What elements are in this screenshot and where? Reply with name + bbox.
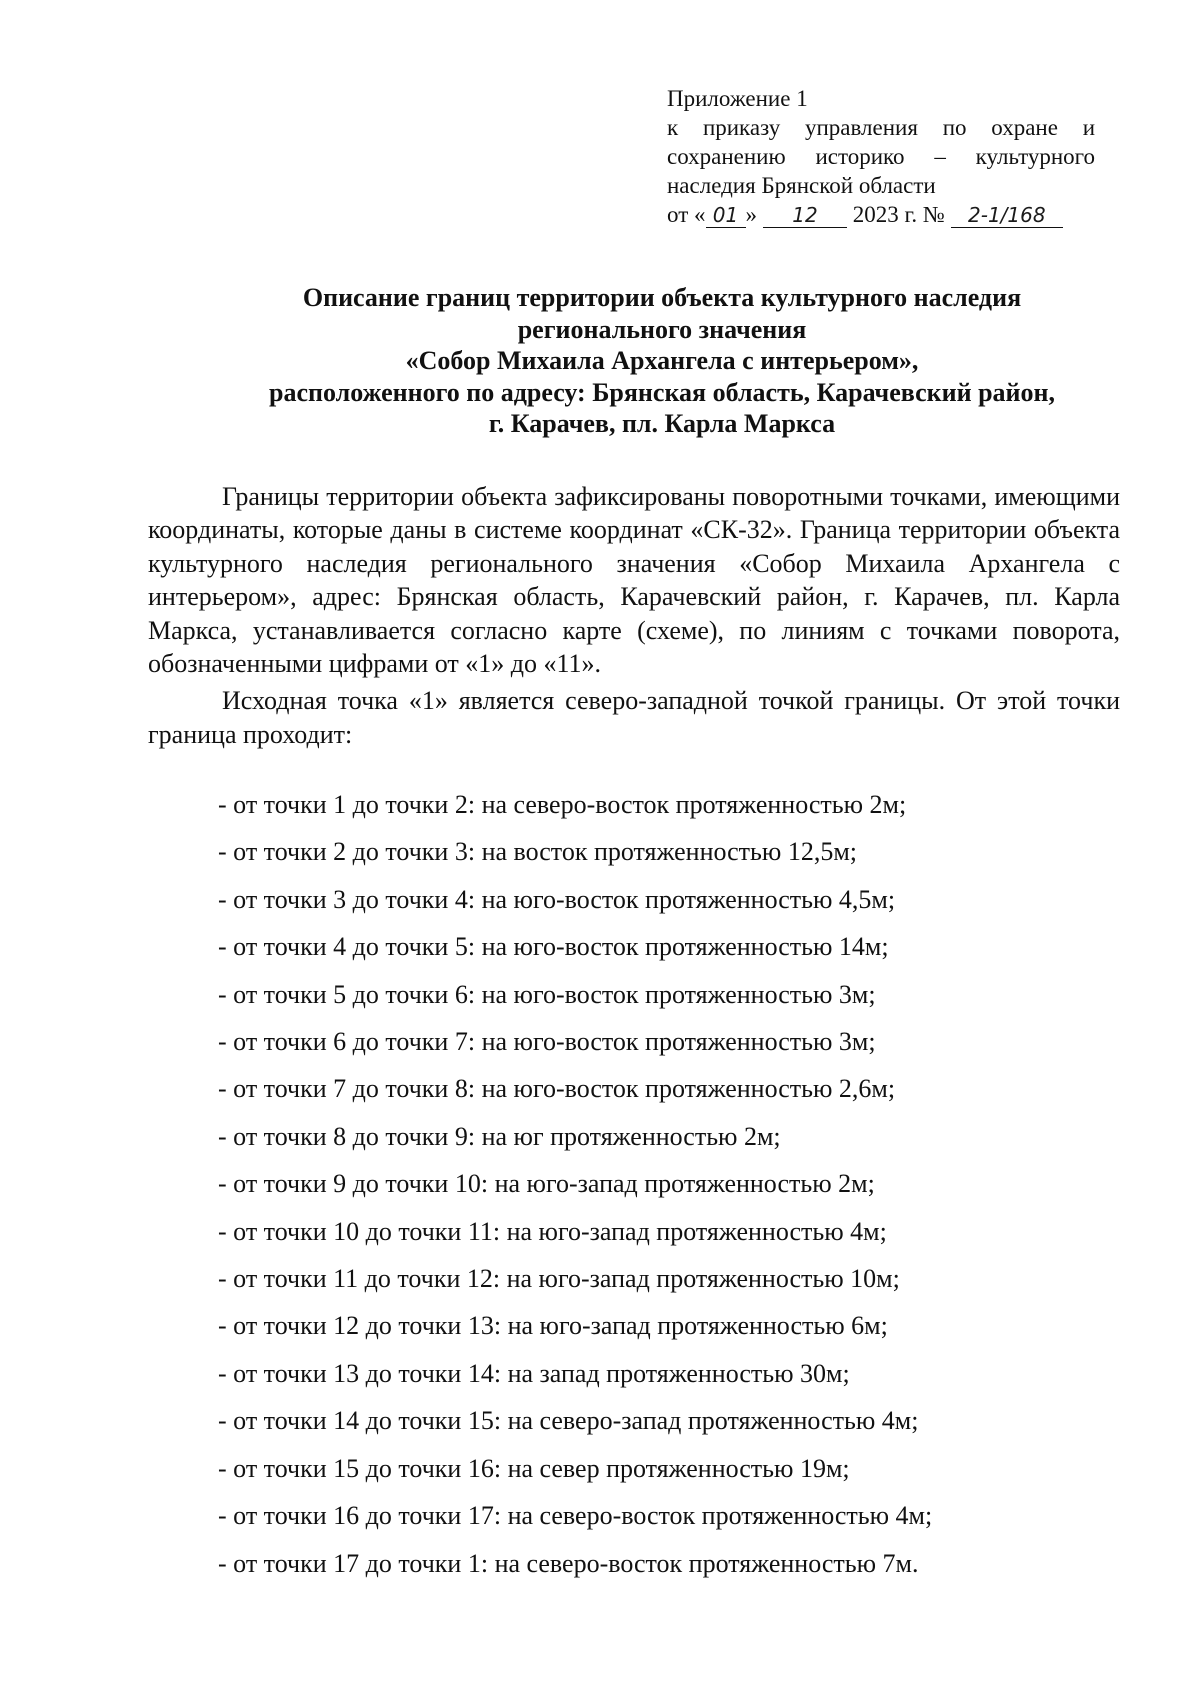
route-item: - от точки 2 до точки 3: на восток протяженностью 12,5м; [218, 837, 858, 867]
title-line-4: расположенного по адресу: Брянская область, Карачевский район, [269, 377, 1055, 407]
route-item: - от точки 3 до точки 4: на юго-восток протяженностью 4,5м; [218, 884, 896, 914]
route-item: - от точки 12 до точки 13: на юго-запад протяженностью 6м; [218, 1311, 888, 1341]
title-line-2: регионального значения [517, 314, 807, 344]
boundary-description-paragraph: Границы территории объекта зафиксированы поворотными точками, имеющими координаты, которые даны в системе координат «СК-32». Граница территории объекта культурного наследия регионального значения «Собор Михаила Архангела с интерьером», адрес: Брянская область, Карачевский район, г. Карачев, пл. Карла Маркса, устанавливается согласно карте (схеме), по линиям с точками поворота, обозначенными цифрами от «1» до «11». [148, 482, 1120, 679]
route-item: - от точки 9 до точки 10: на юго-запад протяженностью 2м; [218, 1169, 875, 1199]
appendix-department-line: сохранению историко – культурного [667, 144, 1095, 169]
handwritten-day: 01 [706, 203, 746, 228]
date-year: 2023 г. № [852, 202, 945, 227]
handwritten-order-number: 2-1/168 [951, 203, 1063, 228]
appendix-header [667, 84, 1095, 229]
title-line-3: «Собор Михаила Архангела с интерьером», [405, 346, 919, 375]
handwritten-month: 12 [763, 203, 847, 228]
title-line-5: г. Карачев, пл. Карла Маркса [488, 409, 836, 438]
appendix-order-reference: к приказу управления по охране и [667, 115, 1095, 140]
route-item: - от точки 1 до точки 2: на северо-восток протяженностью 2м; [218, 790, 907, 819]
route-item: - от точки 15 до точки 16: на север протяженностью 19м; [218, 1453, 850, 1483]
route-item: - от точки 6 до точки 7: на юго-восток протяженностью 3м; [218, 1027, 876, 1057]
date-mid: » [745, 202, 757, 227]
appendix-title: Приложение 1 [667, 86, 808, 111]
starting-point-paragraph: Исходная точка «1» является северо-западной точкой границы. От этой точки граница проходит: [148, 686, 1120, 749]
appendix-date-line [667, 200, 1095, 229]
route-item: - от точки 17 до точки 1: на северо-восток протяженностью 7м. [218, 1548, 919, 1578]
route-item: - от точки 5 до точки 6: на юго-восток протяженностью 3м; [218, 979, 876, 1009]
route-item: - от точки 13 до точки 14: на запад протяженностью 30м; [218, 1358, 850, 1388]
document-body [148, 480, 1120, 751]
route-item: - от точки 14 до точки 15: на северо-запад протяженностью 4м; [218, 1406, 919, 1436]
appendix-region-line: наследия Брянской области [667, 173, 936, 198]
title-line-1: Описание границ территории объекта культурного наследия [302, 283, 1022, 312]
boundary-route-list [218, 781, 932, 1587]
route-item: - от точки 8 до точки 9: на юг протяженностью 2м; [218, 1121, 781, 1151]
route-item: - от точки 11 до точки 12: на юго-запад протяженностью 10м; [218, 1264, 900, 1294]
route-item: - от точки 10 до точки 11: на юго-запад протяженностью 4м; [218, 1216, 887, 1246]
route-item: - от точки 16 до точки 17: на северо-восток протяженностью 4м; [218, 1501, 933, 1531]
route-item: - от точки 7 до точки 8: на юго-восток протяженностью 2,6м; [218, 1074, 896, 1104]
route-item: - от точки 4 до точки 5: на юго-восток протяженностью 14м; [218, 932, 889, 962]
date-prefix: от « [667, 202, 706, 227]
document-title [150, 282, 1174, 440]
